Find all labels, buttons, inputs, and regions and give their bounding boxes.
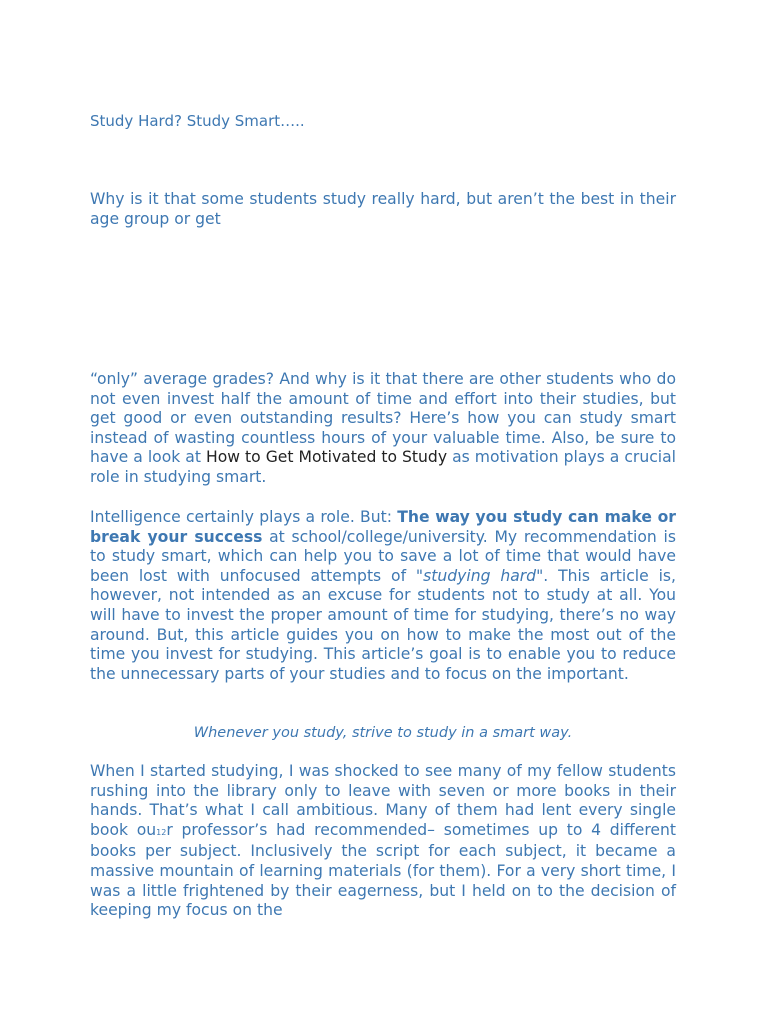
motivation-link[interactable]: How to Get Motivated to Study: [206, 448, 448, 467]
paragraph-library-text-2: r professor’s had recommended– sometimes up to 4 different books per subject. Inclusively the script for each subject, it became a massive mountain of learning materials (for them). For a very short time, I was a little frightened by their eagerness, but I held on to the decision of keeping my focus on the: [90, 820, 676, 920]
paragraph-grades-text-2: as motivation plays a crucial role in studying smart.: [90, 448, 677, 486]
paragraph-grades-text-1: “only” average grades? And why is it that there are other students who do not even invest half the amount of time and effort into their studies, but get good or even outstanding results? Here’s how you can study smart instead of wasting countless hours of your valuable time. Also, be sure to have a look at: [90, 370, 676, 467]
paragraph-grades: [90, 370, 676, 488]
paragraph-intelligence-text-2: at school/college/university. My recommendation is to study smart, which can help you to save a lot of time that would have been lost with unfocused attempts of ": [90, 527, 676, 585]
pull-quote: Whenever you study, strive to study in a smart way.: [193, 725, 573, 741]
paragraph-intelligence: [90, 508, 676, 684]
intro-paragraph: Why is it that some students study really hard, but aren’t the best in their age group or get: [90, 190, 676, 228]
document-title: Study Hard? Study Smart…..: [90, 112, 305, 130]
paragraph-library: [90, 762, 676, 921]
paragraph-library-text-1: When I started studying, I was shocked to see many of my fellow students rushing into the library only to leave with seven or more books in their hands. That’s what I call ambitious. Many of them had lent every single book ou: [90, 762, 676, 839]
bold-emphasis: The way you study can make or break your success: [90, 508, 676, 546]
paragraph-intelligence-text-1: Intelligence certainly plays a role. But:: [90, 508, 398, 526]
stray-subscript: 12: [156, 827, 167, 837]
paragraph-intelligence-text-3: ". This article is, however, not intended as an excuse for students not to study at all. You will have to invest the proper amount of time for studying, there’s no way around. But, this article guides you on how to make the most out of the time you invest for studying. This article’s goal is to enable you to reduce the unnecessary parts of your studies and to focus on the important.: [90, 566, 676, 683]
italic-emphasis: studying hard: [423, 566, 537, 585]
